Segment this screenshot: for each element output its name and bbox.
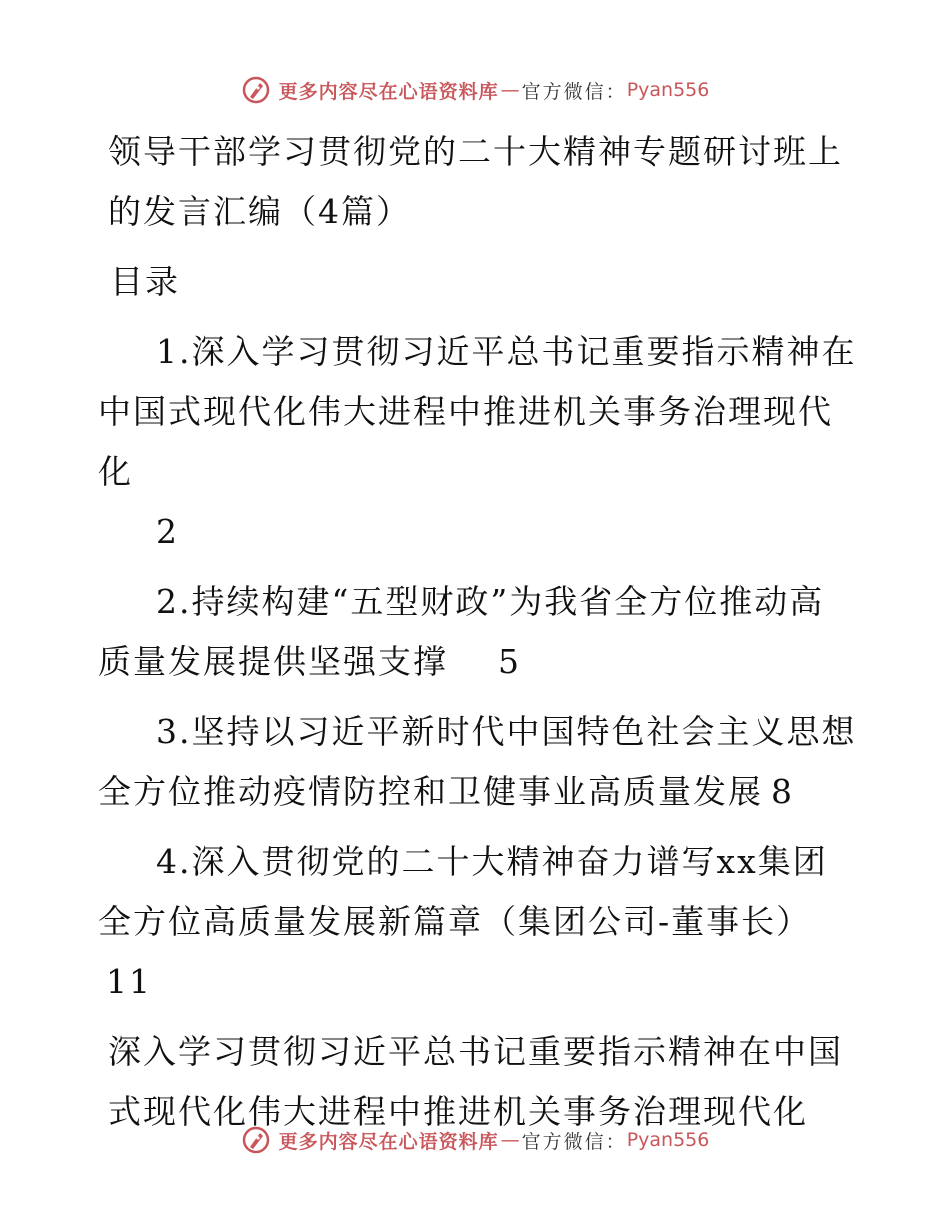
- document-body: [98, 122, 858, 1142]
- banner-dash: —: [500, 79, 520, 101]
- toc-item-2: [98, 572, 858, 692]
- pen-nib-logo-icon: [241, 75, 271, 105]
- document-title: 领导干部学习贯彻党的二十大精神专题研讨班上的发言汇编（4篇）: [108, 132, 843, 231]
- banner-wechat-id: Pyan556: [626, 1129, 710, 1151]
- header-watermark-banner: [0, 70, 950, 110]
- toc-item-page: 8: [771, 772, 794, 811]
- toc-item-page: 11: [106, 962, 152, 1001]
- toc-item-label: 1.深入学习贯彻习近平总书记重要指示精神在中国式现代化伟大进程中推进机关事务治理现代化: [98, 332, 857, 491]
- toc-item-4: [98, 832, 858, 1012]
- toc-item-label: 2.持续构建“五型财政”为我省全方位推动高质量发展提供坚强支撑: [98, 582, 825, 681]
- toc-heading: 目录: [110, 262, 180, 301]
- toc-item-page: 2: [156, 512, 179, 551]
- section-heading: 深入学习贯彻习近平总书记重要指示精神在中国式现代化伟大进程中推进机关事务治理现代化: [108, 1032, 843, 1131]
- banner-site-text: 更多内容尽在心语资料库: [278, 1130, 499, 1153]
- toc-item-1: [98, 322, 858, 562]
- toc-item-page: 5: [498, 642, 521, 681]
- banner-official-text: 官方微信：: [521, 80, 627, 103]
- toc-item-label: 4.深入贯彻党的二十大精神奋力谱写xx集团全方位高质量发展新篇章（集团公司-董事长）: [98, 842, 828, 941]
- toc-item-label: 3.坚持以习近平新时代中国特色社会主义思想全方位推动疫情防控和卫健事业高质量发展: [98, 712, 857, 811]
- footer-watermark-banner: [0, 1120, 950, 1160]
- banner-site-text: 更多内容尽在心语资料库: [278, 80, 499, 103]
- toc-item-3: [98, 702, 858, 822]
- pen-nib-logo-icon: [241, 1125, 271, 1155]
- banner-official-text: 官方微信：: [521, 1130, 627, 1153]
- banner-dash: —: [500, 1129, 520, 1151]
- banner-wechat-id: Pyan556: [626, 79, 710, 101]
